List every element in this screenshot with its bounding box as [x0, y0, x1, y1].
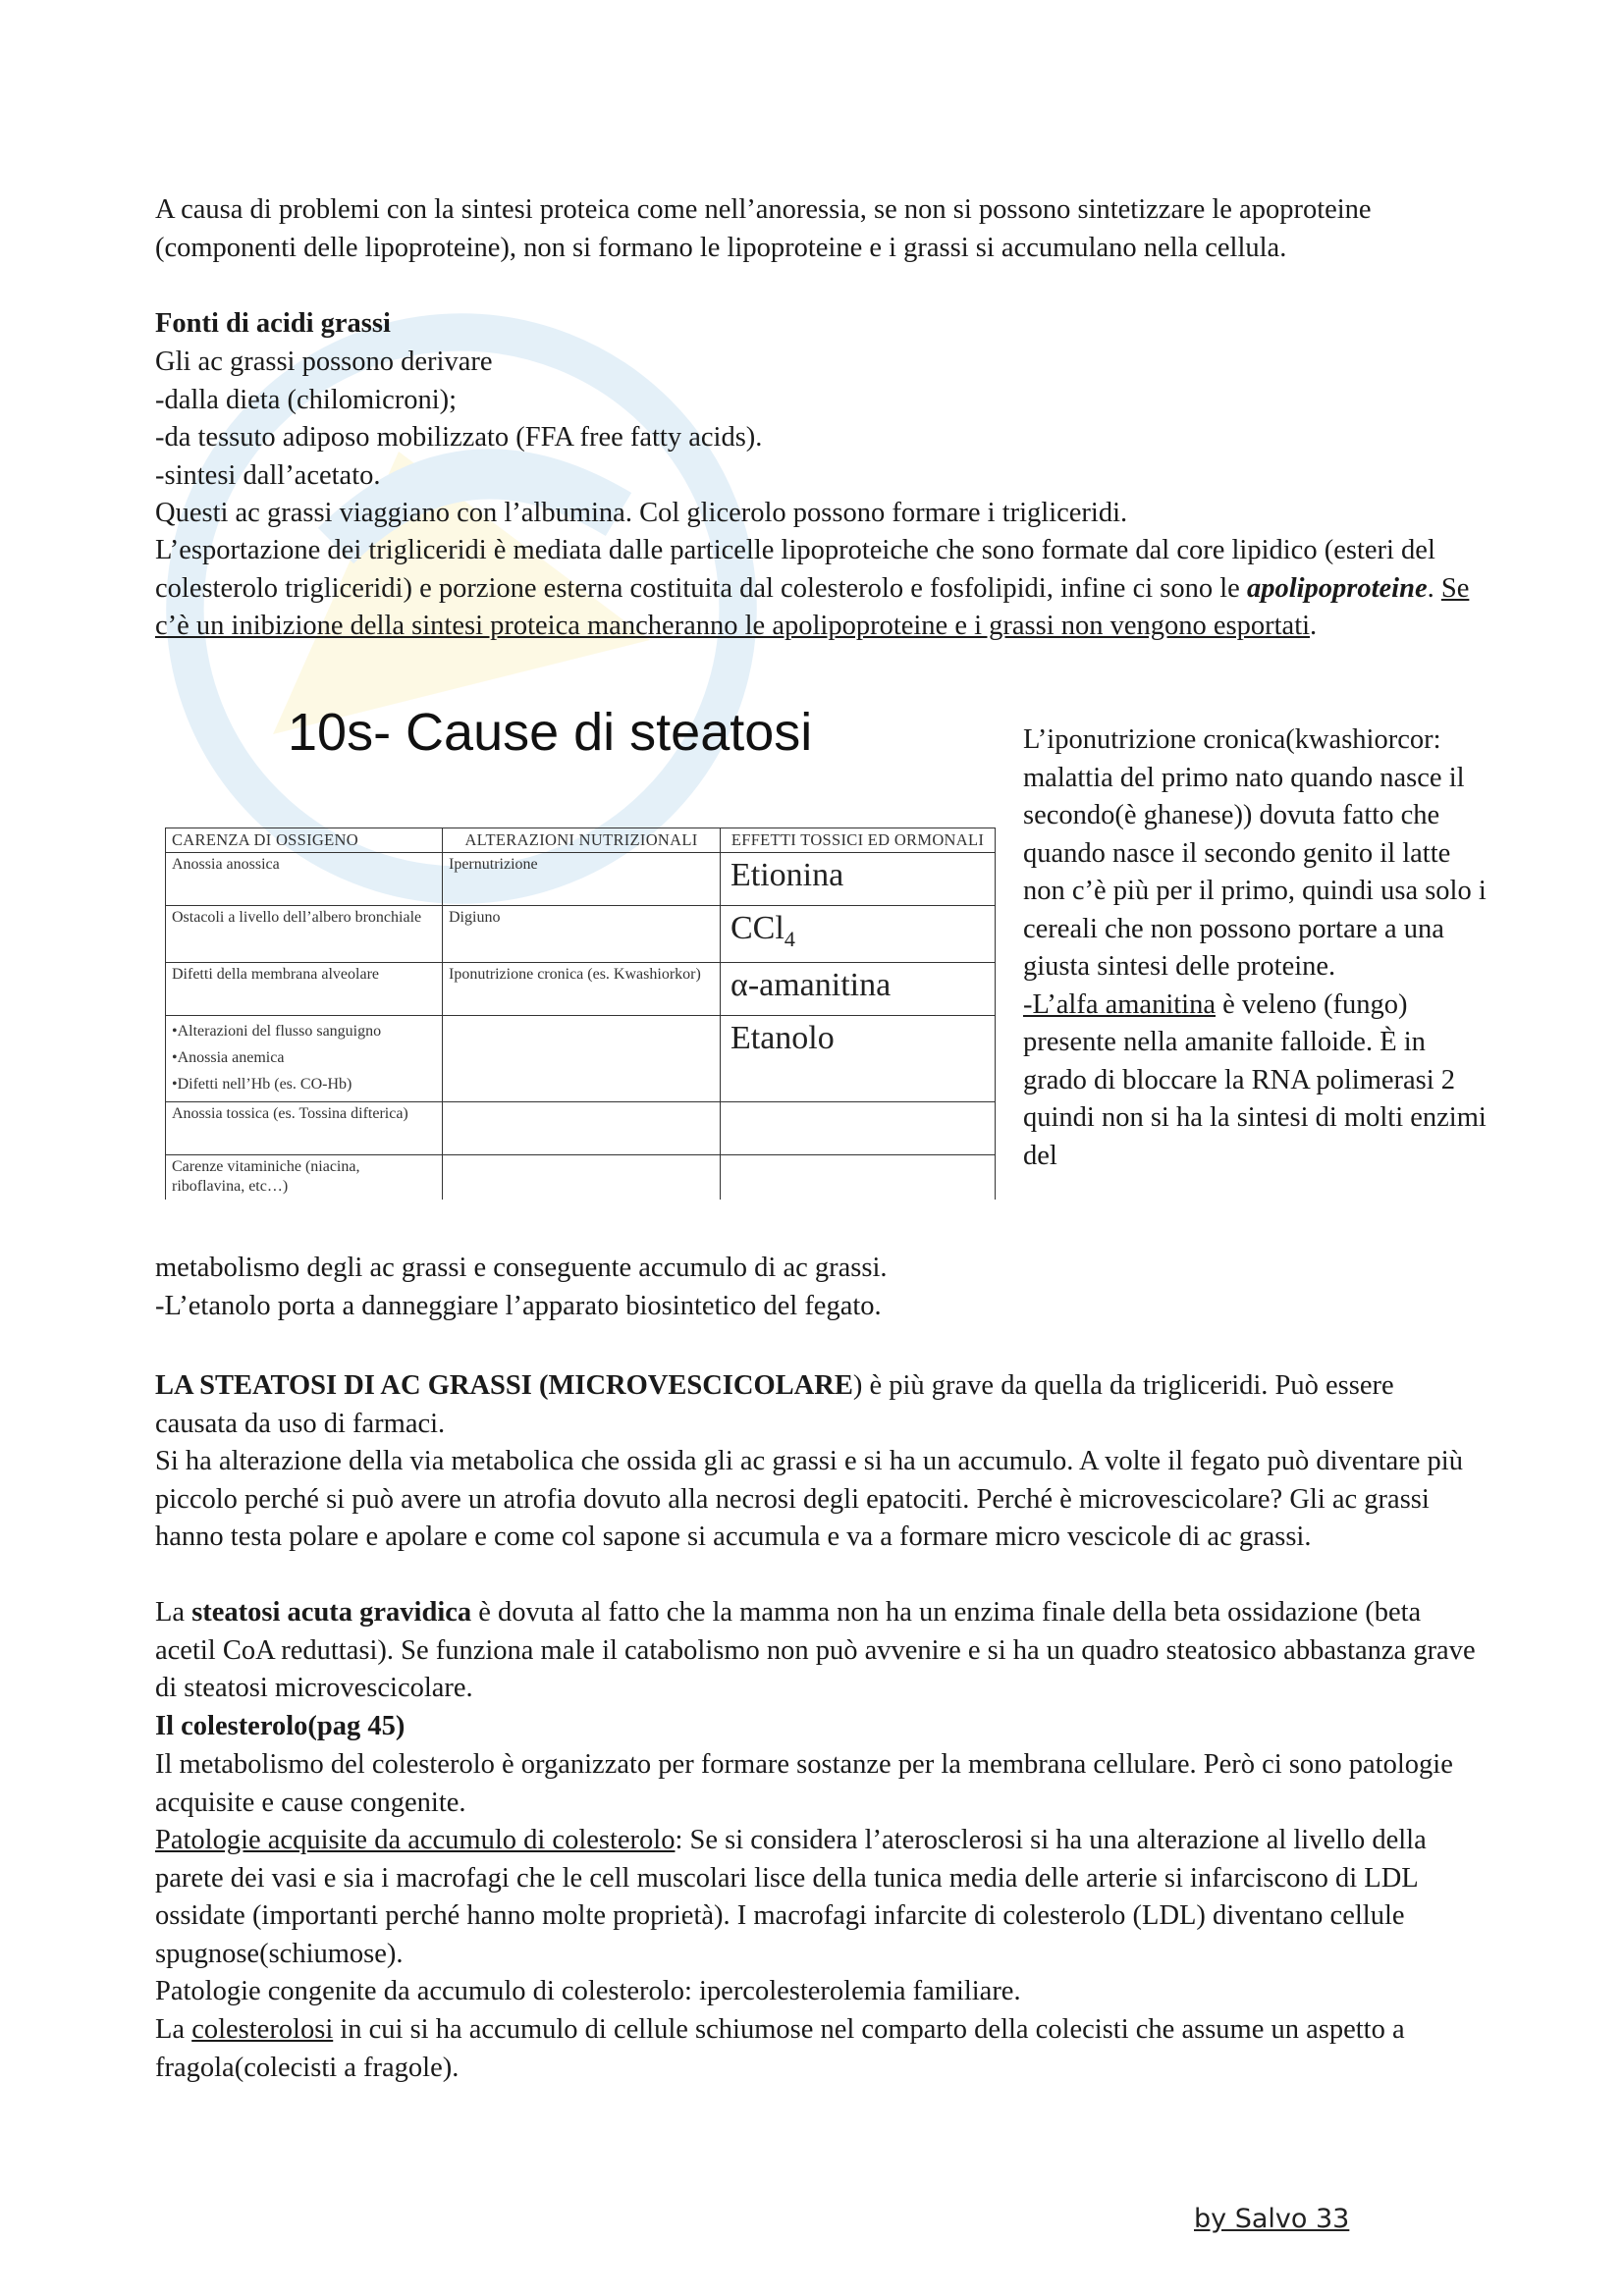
steatosi-slide: [155, 702, 1000, 1252]
table-cell: Difetti della membrana alveolare: [166, 962, 443, 1015]
iponutrizione-text: L’iponutrizione cronica(kwashiorcor: malattia del primo nato quando nasce il secondo(è ghanese)) dovuta fatto che quando nasce il secondo genito il latte non c’è più per il primo, quindi usa solo i cereali che non possono portare a una giusta sintesi delle proteine.: [1023, 724, 1487, 982]
congenite-paragraph: Patologie congenite da accumulo di colesterolo: ipercolesterolemia familiare.: [155, 1976, 1021, 2006]
fonti-line: Gli ac grassi possono derivare: [155, 347, 493, 377]
header-cell: EFFETTI TOSSICI ED ORMONALI: [721, 828, 996, 853]
colesterolosi-text: in cui si ha accumulo di cellule schiumose nel comparto della colecisti che assume un aspetto a fragola(colecisti a fragole).: [155, 2014, 1405, 2083]
table-cell: [721, 1154, 996, 1200]
intro-paragraph: A causa di problemi con la sintesi proteica come nell’anoressia, se non si possono sintetizzare le apoproteine (componenti delle lipoproteine), non si formano le lipoproteine e i grassi si accumulano nella cellula.: [155, 194, 1372, 263]
causes-table: [165, 828, 996, 1200]
table-cell: Etanolo: [721, 1015, 996, 1101]
gravidica-text: è dovuta al fatto che la mamma non ha un enzima finale della beta ossidazione (beta acetil CoA reduttasi). Se funziona male il catabolismo non può avvenire e si ha un quadro steatosico abbastanza grave di steatosi microvescicolare.: [155, 1597, 1476, 1703]
colesterolosi-paragraph: [155, 2011, 1483, 2087]
header-cell: ALTERAZIONI NUTRIZIONALI: [443, 828, 721, 853]
header-cell: CARENZA DI OSSIGENO: [166, 828, 443, 853]
microvescicolare-text: ) è più grave da quella da trigliceridi. Può essere causata da uso di farmaci.: [155, 1370, 1394, 1439]
export-text: L’esportazione dei trigliceridi è mediata dalle particelle lipoproteiche che sono formate dal core lipidico (esteri del colesterolo trigliceridi) e porzione esterna costituita dal colesterolo e fosfolipidi, infine ci sono le: [155, 535, 1435, 604]
gravidica-pre: La: [155, 1597, 192, 1628]
table-cell: Ipernutrizione: [443, 853, 721, 906]
colesterolo-heading: Il colesterolo(pag 45): [155, 1711, 406, 1741]
continuation-text: [155, 1250, 1483, 1325]
fonti-line: -sintesi dall’acetato.: [155, 459, 381, 491]
table-cell: Carenze vitaminiche (niacina, riboflavina, etc…): [166, 1154, 443, 1200]
slide-title: 10s- Cause di steatosi: [288, 703, 813, 762]
apolipoproteine-term: apolipoproteine: [1246, 572, 1428, 604]
table-cell: Digiuno: [443, 906, 721, 963]
table-cell: [443, 1015, 721, 1101]
continuation-line: metabolismo degli ac grassi e conseguente accumulo di ac grassi.: [155, 1253, 888, 1283]
table-cell: [443, 1101, 721, 1154]
amanitina-label: -L’alfa amanitina: [1023, 988, 1216, 1020]
export-paragraph: [155, 532, 1483, 646]
ccl4-cell: CCl$_4$: [721, 906, 996, 963]
gravidica-paragraph: [155, 1594, 1483, 1708]
microvescicolare-paragraph: [155, 1367, 1483, 1443]
fonti-line: -da tessuto adiposo mobilizzato (FFA free fatty acids).: [155, 422, 763, 453]
fonti-heading: Fonti di acidi grassi: [155, 308, 391, 339]
table-cell: Iponutrizione cronica (es. Kwashiorkor): [443, 962, 721, 1015]
table-cell: •Alterazioni del flusso sanguigno •Anossia anemica •Difetti nell’Hb (es. CO-Hb): [166, 1015, 443, 1101]
gravidica-term: steatosi acuta gravidica: [191, 1597, 472, 1628]
table-row: [166, 962, 996, 1015]
side-column-text: [1023, 721, 1492, 1175]
acquisite-text: : Se si considera l’aterosclerosi si ha una alterazione al livello della parete dei vasi e sia i macrofagi che le cell muscolari lisce della tunica media delle arterie si infarciscono di LDL ossidate (importanti perché hanno molte proprietà). I macrofagi infarcite di colesterolo (LDL) diventano cellule spugnose(schiumose).: [155, 1825, 1427, 1969]
continuation-line: -L’etanolo porta a danneggiare l’apparato biosintetico del fegato.: [155, 1290, 882, 1321]
table-row: [166, 1154, 996, 1200]
colesterolo-paragraph: Il metabolismo del colesterolo è organizzato per formare sostanze per la membrana cellulare. Però ci sono patologie acquisite e cause congenite.: [155, 1749, 1453, 1818]
export-dot: .: [1427, 572, 1441, 604]
microvescicolare-heading: LA STEATOSI DI AC GRASSI (MICROVESCICOLARE: [155, 1370, 853, 1401]
fonti-line: -dalla dieta (chilomicroni);: [155, 384, 458, 415]
fonti-line: Questi ac grassi viaggiano con l’albumina. Col glicerolo possono formare i trigliceridi.: [155, 498, 1128, 528]
acquisite-paragraph: [155, 1822, 1483, 1973]
colesterolosi-pre: La: [155, 2014, 192, 2045]
table-cell: Anossia anossica: [166, 853, 443, 906]
table-cell: α-amanitina: [721, 962, 996, 1015]
page-footer: by Salvo 33: [1194, 2204, 1350, 2234]
table-row: [166, 906, 996, 963]
table-cell: [443, 1154, 721, 1200]
colesterolosi-term: colesterolosi: [191, 2014, 334, 2045]
table-cell: Etionina: [721, 853, 996, 906]
fonti-list: [155, 344, 1483, 533]
table-cell: Anossia tossica (es. Tossina difterica): [166, 1101, 443, 1154]
microvescicolare-paragraph-2: Si ha alterazione della via metabolica che ossida gli ac grassi e si ha un accumulo. A volte il fegato può diventare più piccolo perché si può avere un atrofia dovuto alla necrosi degli epatociti. Perché è microvescicolare? Gli ac grassi hanno testa polare e apolare e come col sapone si accumula e va a formare micro vescicole di ac grassi.: [155, 1446, 1463, 1552]
table-header-row: [166, 828, 996, 853]
amanitina-text: è veleno (fungo) presente nella amanite falloide. È in grado di bloccare la RNA polimerasi 2 quindi non si ha la sintesi di molti enzimi del: [1023, 988, 1487, 1171]
table-row: [166, 1101, 996, 1154]
table-cell: Ostacoli a livello dell’albero bronchiale: [166, 906, 443, 963]
table-row: [166, 853, 996, 906]
export-underlined: Se c’è un inibizione della sintesi proteica mancheranno le apolipoproteine e i grassi non vengono esportati: [155, 572, 1470, 641]
table-row: [166, 1015, 996, 1101]
table-cell: [721, 1101, 996, 1154]
acquisite-label: Patologie acquisite da accumulo di colesterolo: [155, 1825, 676, 1855]
export-end: .: [1310, 611, 1318, 641]
